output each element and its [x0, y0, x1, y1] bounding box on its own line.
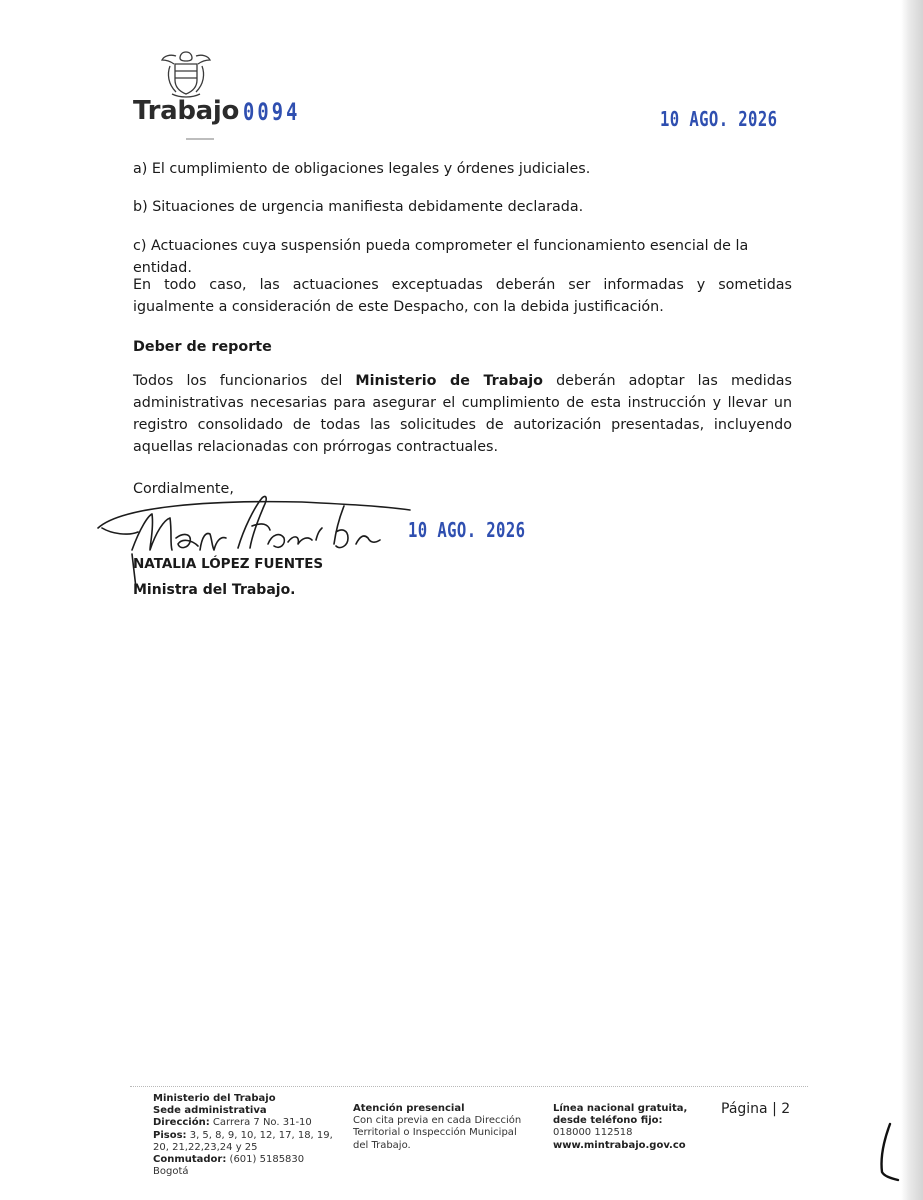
footer-hotline-block [553, 1103, 703, 1152]
website-link[interactable]: www.mintrabajo.gov.co [553, 1139, 686, 1151]
signer-name: NATALIA LÓPEZ FUENTES [133, 556, 324, 572]
hotline-title: Línea nacional gratuita, desde teléfono fijo: [553, 1103, 688, 1127]
footer-city: Bogotá [153, 1166, 189, 1178]
footer-ministry-name: Ministerio del Trabajo [153, 1093, 276, 1104]
footer-address-block [153, 1093, 343, 1178]
phone-value: (601) 5185830 [226, 1154, 305, 1166]
ministry-brand: Trabajo [133, 96, 240, 126]
brand-underline [186, 138, 214, 140]
address-value: Carrera 7 No. 31-10 [209, 1117, 312, 1129]
hotline-number: 018000 112518 [553, 1127, 633, 1139]
header-date-stamp: 10 AGO. 2026 [660, 107, 778, 131]
page-edge-shadow [901, 0, 923, 1200]
section-title: Deber de reporte [133, 339, 272, 355]
footer-headquarters: Sede administrativa [153, 1105, 267, 1117]
closing-salutation: Cordialmente, [133, 481, 234, 497]
attention-text: Con cita previa en cada Dirección Territorial o Inspección Municipal del Trabajo. [353, 1115, 522, 1151]
floors-value: 3, 5, 8, 9, 10, 12, 17, 18, 19, 20, 21,22,23,24 y 25 [153, 1129, 333, 1153]
handwritten-signature [92, 488, 412, 590]
exceptions-paragraph: En todo caso, las actuaciones exceptuadas deberán ser informadas y sometidas igualmente a consideración de este Despacho, con la debida justificación. [133, 277, 792, 315]
reporting-paragraph-end: deberán adoptar las medidas administrativas necesarias para asegurar el cumplimiento de esta instrucción y llevar un registro consolidado de todas las solicitudes de autorización presentadas, incluyendo aquellas relacionadas con prórrogas contractuales. [133, 373, 793, 455]
phone-label: Conmutador: [153, 1154, 227, 1166]
exception-item-a: a) El cumplimiento de obligaciones legales y órdenes judiciales. [133, 161, 591, 177]
coat-of-arms-icon [158, 48, 214, 100]
address-label: Dirección: [153, 1117, 210, 1129]
reporting-paragraph [133, 370, 792, 458]
attention-title: Atención presencial [353, 1103, 465, 1114]
footer-attention-block [353, 1103, 523, 1152]
reporting-paragraph-start: Todos los funcionarios del [133, 373, 356, 389]
exception-item-c: c) Actuaciones cuya suspensión pueda comprometer el funcionamiento esencial de la entidad. [133, 238, 749, 276]
ministry-name-bold: Ministerio de Trabajo [355, 373, 543, 389]
signature-date-stamp: 10 AGO. 2026 [408, 518, 526, 542]
exception-item-b: b) Situaciones de urgencia manifiesta debidamente declarada. [133, 199, 584, 215]
resolution-number-stamp: 0094 [243, 98, 301, 126]
signer-title: Ministra del Trabajo. [133, 582, 296, 598]
page-corner-mark-icon [872, 1120, 902, 1184]
floors-label: Pisos: [153, 1129, 187, 1141]
footer-divider [130, 1086, 808, 1087]
page-number: Página | 2 [721, 1101, 791, 1117]
